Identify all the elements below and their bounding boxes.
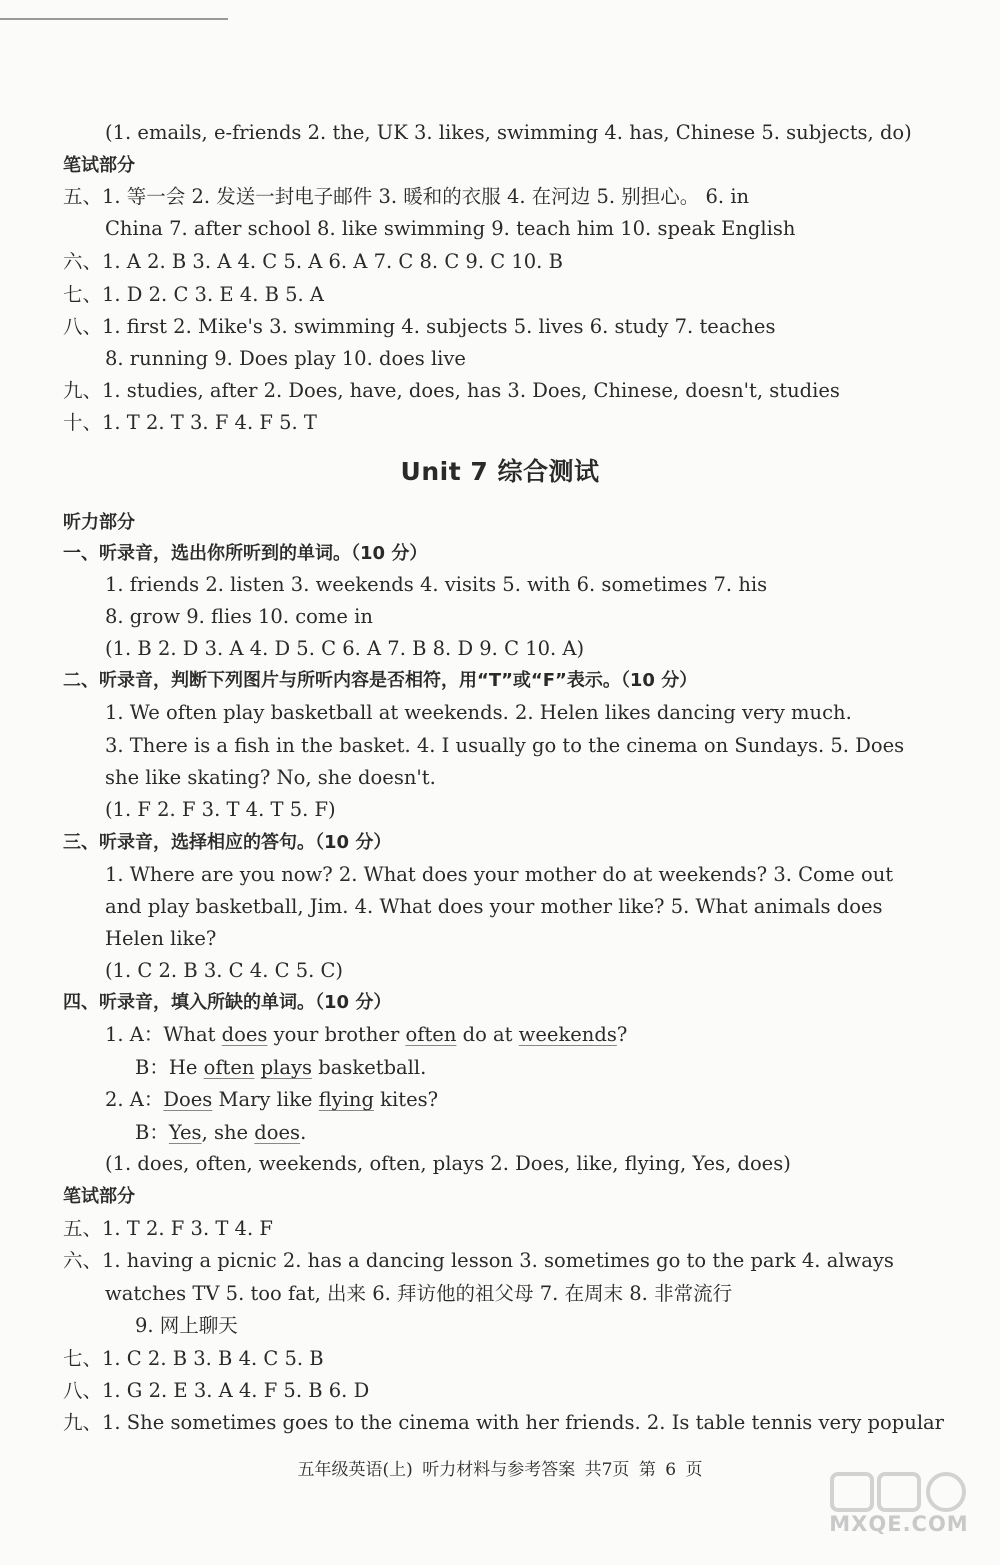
answer-line: 1. friends 2. listen 3. weekends 4. visits 5. with 6. sometimes 7. his <box>105 573 768 596</box>
answer-line: 十、1. T 2. T 3. F 4. F 5. T <box>63 411 317 434</box>
answer-line: 八、1. G 2. E 3. A 4. F 5. B 6. D <box>63 1379 370 1402</box>
dialogue-text: ? <box>616 1023 628 1046</box>
dialogue-text: do at <box>456 1023 519 1046</box>
section-heading: 一、听录音，选出你所听到的单词。（10 分） <box>63 543 428 564</box>
answer-line: 1. Where are you now? 2. What does your mother do at weekends? 3. Come out <box>105 863 894 886</box>
answer-line: 六、1. A 2. B 3. A 4. C 5. A 6. A 7. C 8. C 9. C 10. B <box>63 250 563 273</box>
watermark-logo <box>824 1468 974 1558</box>
answer-line: (1. does, often, weekends, often, plays 2. Does, like, flying, Yes, does) <box>105 1152 791 1175</box>
dialogue-text: . <box>300 1121 307 1144</box>
answer-line: 五、1. T 2. F 3. T 4. F <box>63 1217 273 1240</box>
section-heading: 笔试部分 <box>63 1186 135 1207</box>
section-heading: 四、听录音，填入所缺的单词。（10 分） <box>63 992 392 1013</box>
filled-blank: Yes <box>168 1121 202 1144</box>
dialogue-text: kites? <box>373 1088 439 1111</box>
dialogue-line-2a <box>105 1087 438 1113</box>
dialogue-text: your brother <box>267 1023 406 1046</box>
answer-line: (1. F 2. F 3. T 4. T 5. F) <box>105 798 336 821</box>
answer-line: she like skating? No, she doesn't. <box>105 766 436 789</box>
answer-line: and play basketball, Jim. 4. What does your mother like? 5. What animals does <box>105 895 883 918</box>
filled-blank: plays <box>260 1056 313 1079</box>
answer-line: 3. There is a fish in the basket. 4. I usually go to the cinema on Sundays. 5. Does <box>105 734 905 757</box>
dialogue-line-1b <box>135 1055 426 1081</box>
section-heading: 笔试部分 <box>63 155 135 176</box>
unit-title: Unit 7 综合测试 <box>400 457 600 486</box>
top-rule <box>0 18 228 20</box>
dialogue-line-1a <box>105 1022 627 1048</box>
answer-line: 9. 网上聊天 <box>135 1314 238 1337</box>
answer-line: 八、1. first 2. Mike's 3. swimming 4. subjects 5. lives 6. study 7. teaches <box>63 315 776 338</box>
filled-blank: flying <box>318 1088 374 1111</box>
answer-line: (1. B 2. D 3. A 4. D 5. C 6. A 7. B 8. D 9. C 10. A) <box>105 637 585 660</box>
filled-blank: does <box>221 1023 268 1046</box>
answer-line: 六、1. having a picnic 2. has a dancing lesson 3. sometimes go to the park 4. always <box>63 1249 894 1272</box>
filled-blank: weekends <box>518 1023 617 1046</box>
answer-line: 七、1. D 2. C 3. E 4. B 5. A <box>63 283 325 306</box>
dialogue-text: , she <box>201 1121 255 1144</box>
filled-blank: does <box>254 1121 301 1144</box>
dialogue-text: 1. A：What <box>105 1023 222 1046</box>
dialogue-text: B： <box>135 1121 169 1144</box>
answer-line: 七、1. C 2. B 3. B 4. C 5. B <box>63 1347 324 1370</box>
answer-line: (1. C 2. B 3. C 4. C 5. C) <box>105 959 344 982</box>
answer-line: 五、1. 等一会 2. 发送一封电子邮件 3. 暖和的衣服 4. 在河边 5. 别担心。 6. in <box>63 185 750 208</box>
dialogue-text: B：He <box>135 1056 204 1079</box>
filled-blank: Does <box>163 1088 213 1111</box>
section-heading: 三、听录音，选择相应的答句。（10 分） <box>63 832 392 853</box>
watermark-text: MXQE.COM <box>829 1512 969 1536</box>
answer-line: watches TV 5. too fat, 出来 6. 拜访他的祖父母 7. 在周末 8. 非常流行 <box>105 1282 733 1305</box>
answer-line: Helen like? <box>105 927 217 950</box>
page-footer: 五年级英语(上) 听力材料与参考答案 共7页 第 6 页 <box>297 1460 703 1480</box>
answer-line: 九、1. She sometimes goes to the cinema with her friends. 2. Is table tennis very popular <box>63 1411 945 1434</box>
answer-line: 8. running 9. Does play 10. does live <box>105 347 466 370</box>
answer-line: (1. emails, e-friends 2. the, UK 3. likes, swimming 4. has, Chinese 5. subjects, do) <box>105 121 912 144</box>
answer-line: China 7. after school 8. like swimming 9. teach him 10. speak English <box>105 217 796 240</box>
dialogue-line-2b <box>135 1120 306 1146</box>
dialogue-text: 2. A： <box>105 1088 164 1111</box>
answer-line: 1. We often play basketball at weekends. 2. Helen likes dancing very much. <box>105 701 852 724</box>
filled-blank: often <box>405 1023 457 1046</box>
section-heading: 二、听录音，判断下列图片与所听内容是否相符，用“T”或“F”表示。（10 分） <box>63 670 698 691</box>
section-heading: 听力部分 <box>63 512 135 533</box>
filled-blank: often <box>203 1056 255 1079</box>
answer-line: 九、1. studies, after 2. Does, have, does, has 3. Does, Chinese, doesn't, studies <box>63 379 840 402</box>
watermark-badge-icon <box>824 1468 974 1518</box>
answer-line: 8. grow 9. flies 10. come in <box>105 605 373 628</box>
dialogue-text: basketball. <box>312 1056 427 1079</box>
dialogue-text: Mary like <box>212 1088 319 1111</box>
